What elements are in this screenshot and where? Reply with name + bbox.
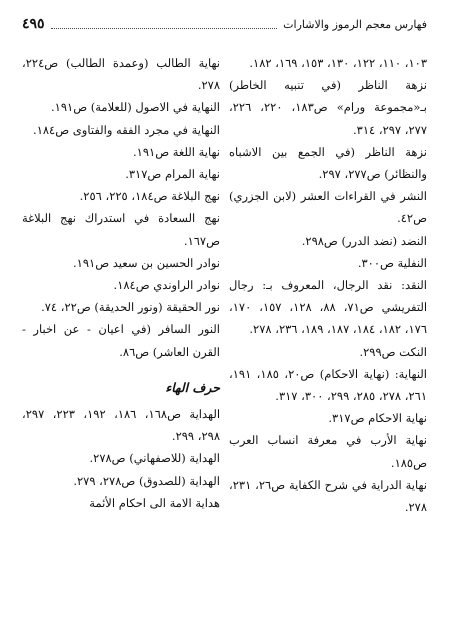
index-entry: نهج البلاغة ص١٨٤، ٢٢٥، ٢٥٦.	[79, 189, 220, 204]
index-entry: النكت ص٢٩٩.	[359, 344, 427, 359]
index-entry: نزهة الناظر (في تنبيه الخاطر) بـ«مجموعة ورام» ص١٨٣، ٢٢٠، ٢٢٦، ٢٧٧، ٢٩٧، ٣١٤.	[229, 78, 427, 137]
index-entry: النشر في القراءات العشر (لابن الجزري) ص٤٢.	[229, 189, 427, 226]
index-entry: نوادر الراوندي ص١٨٤.	[113, 278, 220, 293]
index-entry: النقد: نقد الرجال، المعروف بـ: رجال التفريشي ص٧١، ٨٨، ١٢٨، ١٥٧، ١٧٠، ١٧٦، ١٨٢، ١٨٤، ١٨٧، ١٨٩، ٢٣٦، ٢٧٨.	[229, 278, 428, 337]
index-entry: نهاية المرام ص٣١٧.	[125, 167, 220, 182]
page-number: ٤٩٥	[22, 16, 45, 32]
index-column-left	[22, 52, 220, 514]
index-entry: نهاية اللغة ص١٩١.	[133, 144, 220, 159]
index-entry: الهداية (للصدوق) ص٢٧٨، ٢٧٩.	[73, 473, 220, 488]
index-entry: النهاية في مجرد الفقه والفتاوى ص١٨٤.	[33, 122, 220, 137]
index-entry: نهاية الطالب (وعمدة الطالب) ص٢٢٤، ٢٧٨.	[22, 56, 220, 93]
header-dot-leader	[51, 20, 278, 29]
index-entry: نوادر الحسين بن سعيد ص١٩١.	[73, 255, 220, 270]
index-entry: النفلية ص٣٠٠.	[357, 255, 427, 270]
index-entry: نهاية الأرب في معرفة انساب العرب ص١٨٥.	[229, 433, 427, 470]
section-heading: حرف الهاء	[165, 379, 220, 395]
index-entry: نهاية الدراية في شرح الكفاية ص٢٦، ٢٣١، ٢٧٨.	[229, 477, 427, 515]
index-entry: نزهة الناظر (في الجمع بين الاشباه والنظائر) ص٢٧٧، ٢٩٧.	[229, 144, 427, 182]
index-entry: ١٠٣، ١١٠، ١٢٢، ١٣٠، ١٥٣، ١٦٩، ١٨٢.	[249, 56, 427, 70]
index-column-right	[229, 52, 427, 518]
page-header	[22, 14, 427, 34]
index-entry: النهاية في الاصول (للعلامة) ص١٩١.	[51, 100, 220, 115]
index-entry: النهاية: (نهاية الاحكام) ص٢٠، ١٨٥، ١٩١، ٢٦١، ٢٧٨، ٢٨٥، ٢٩٩، ٣٠٠، ٣١٧.	[229, 366, 427, 404]
index-entry: النضد (نضد الدرر) ص٢٩٨.	[301, 233, 427, 248]
running-title: فهارس معجم الرموز والاشارات	[283, 17, 427, 31]
index-entry: نهج السعادة في استدراك نهج البلاغة ص١٦٧.	[22, 211, 220, 248]
index-entry: نور الحقيقة (ونور الحديقة) ص٢٢، ٧٤.	[41, 300, 220, 315]
index-entry: النور السافر (في اعيان - عن اخبار - القرن العاشر) ص٨٦.	[22, 322, 220, 359]
index-entry: هداية الامة الى احكام الأئمة	[89, 495, 220, 510]
index-entry: الهداية ص١٦٨، ١٨٦، ١٩٢، ٢٢٣، ٢٩٧، ٢٩٨، ٢٩٩.	[22, 407, 221, 444]
index-entry: نهاية الاحكام ص٣١٧.	[328, 411, 427, 426]
index-entry: الهداية (للاصفهاني) ص٢٧٨.	[89, 451, 220, 466]
